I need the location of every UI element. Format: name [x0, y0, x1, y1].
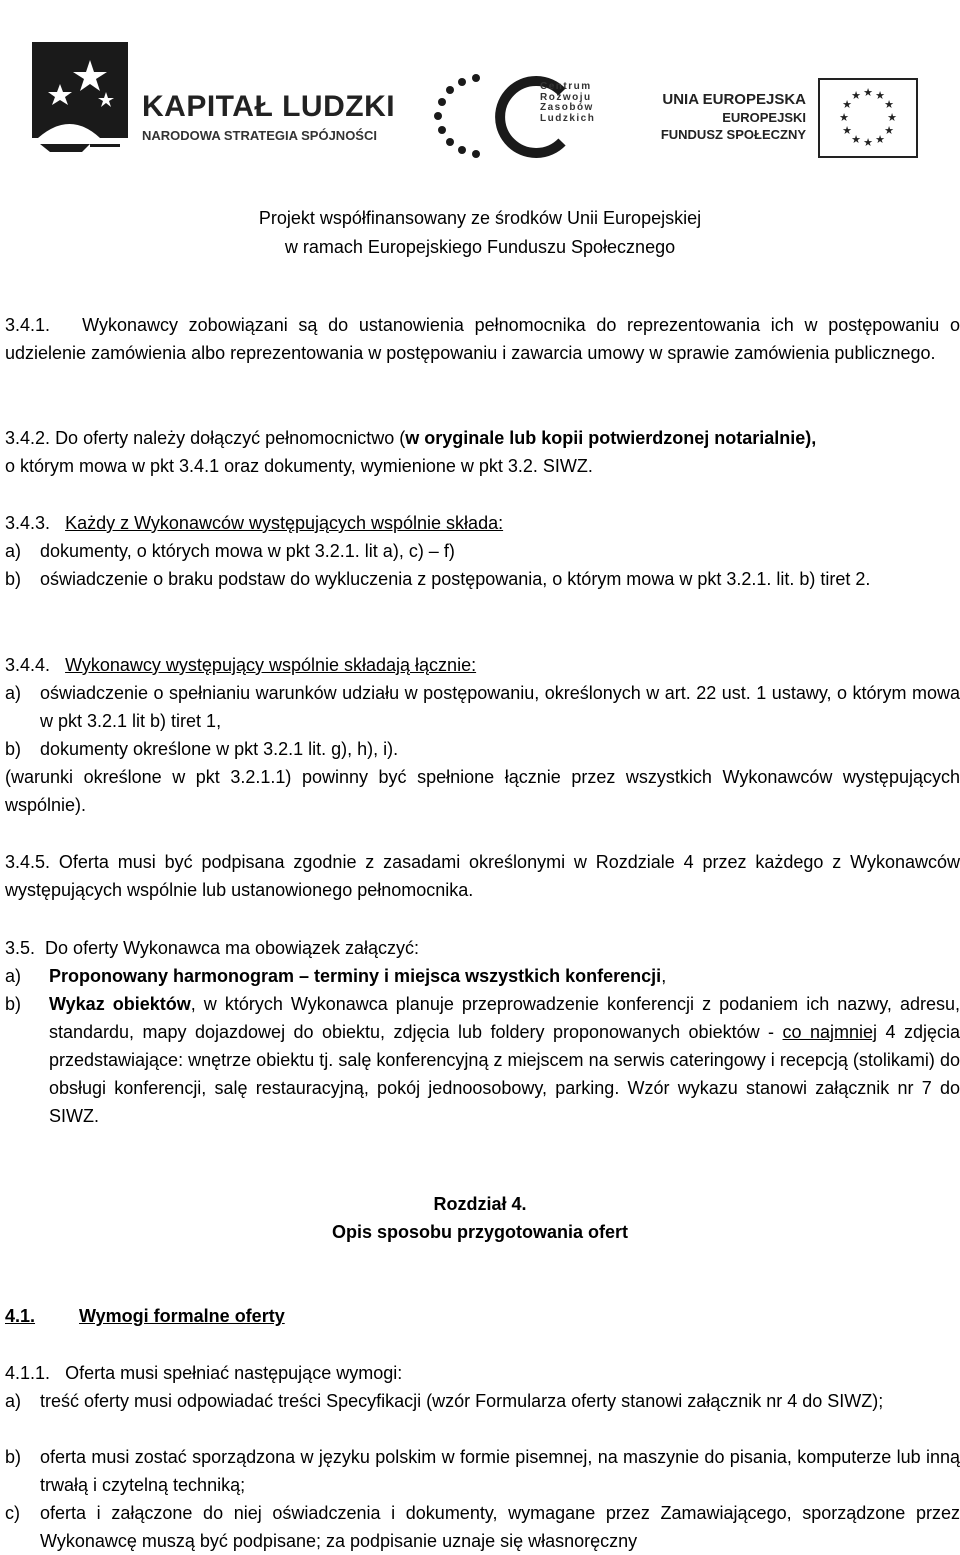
crzl-line4: Ludzkich	[540, 112, 596, 124]
list-item	[5, 735, 960, 763]
list-label: b)	[5, 739, 22, 759]
list-item	[5, 565, 960, 593]
svg-text:★: ★	[863, 86, 873, 99]
list-text: ,	[661, 966, 667, 986]
list-label: c)	[5, 1503, 20, 1523]
svg-text:★: ★	[884, 124, 894, 137]
eu-line3: FUNDUSZ SPOŁECZNY	[660, 127, 806, 142]
kapital-ludzki-subtitle: NARODOWA STRATEGIA SPÓJNOŚCI	[142, 128, 377, 143]
list-text: oświadczenie o spełnianiu warunków udziału w postępowaniu, określonych w art. 22 ust. 1 ustawy, o którym mowa w pkt 3.2.1 lit b) tiret 1,	[40, 683, 960, 731]
list-text: dokumenty, o których mowa w pkt 3.2.1. lit a), c) – f)	[40, 541, 455, 561]
section-number: 3.4.5.	[5, 852, 51, 872]
section-3-4-1	[5, 311, 960, 367]
svg-text:★: ★	[842, 124, 852, 137]
crzl-line2: Rozwoju	[540, 91, 592, 103]
section-3-4-2	[5, 424, 960, 480]
section-number: 3.4.1.	[5, 315, 51, 335]
list-text-bold: Proponowany harmonogram – terminy i miejsca wszystkich konferencji	[49, 966, 662, 986]
list-text: oferta musi zostać sporządzona w języku polskim w formie pisemnej, na maszynie do pisania, komputerze lub inną trwałą i czytelną techniką;	[40, 1447, 960, 1495]
section-number: 3.4.3.	[5, 513, 51, 533]
eu-text	[661, 90, 806, 143]
eu-flag-icon	[818, 78, 918, 158]
list-item	[5, 537, 960, 565]
list-item	[5, 1443, 960, 1499]
section-number: 4.1.1.	[5, 1363, 51, 1383]
list-item	[5, 990, 960, 1130]
crzl-line3: Zasobów	[540, 102, 594, 113]
section-text-bold: w oryginale lub kopii potwierdzonej notarialnie),	[405, 428, 817, 448]
chapter-subtitle: Opis sposobu przygotowania ofert	[331, 1222, 628, 1242]
section-3-4-3	[5, 509, 960, 537]
list-label: a)	[5, 966, 22, 986]
section-text: Oferta musi być podpisana zgodnie z zasadami określonymi w Rozdziale 4 przez każdego z Wykonawców występujących wspólnie lub ustanowionego pełnomocnika.	[5, 852, 960, 900]
kapital-ludzki-emblem-icon	[30, 40, 130, 158]
list-text: dokumenty określone w pkt 3.2.1 lit. g), h), i).	[40, 739, 399, 759]
list-text-underlined: co najmniej	[782, 1022, 878, 1042]
funding-line2: w ramach Europejskiego Funduszu Społecznego	[284, 237, 676, 257]
svg-text:★: ★	[884, 98, 894, 111]
list-item	[5, 1499, 960, 1555]
list-label: a)	[5, 683, 22, 703]
funding-note	[0, 204, 960, 262]
section-4-1-1	[5, 1359, 960, 1387]
section-number: 3.4.2.	[5, 428, 51, 448]
section-heading: Wykonawcy występujący wspólnie składają łącznie:	[65, 655, 477, 675]
kapital-ludzki-title: KAPITAŁ LUDZKI	[142, 90, 396, 123]
svg-text:★: ★	[839, 111, 849, 124]
list-text: oświadczenie o braku podstaw do wykluczenia z postępowania, o którym mowa w pkt 3.2.1. lit. b) tiret 2.	[40, 569, 871, 589]
list-item	[5, 1387, 960, 1415]
section-number: 3.4.4.	[5, 655, 51, 675]
kapital-ludzki-logo	[30, 40, 396, 160]
section-number: 3.5.	[5, 938, 36, 958]
svg-text:★: ★	[875, 133, 885, 146]
eu-logo	[648, 78, 918, 158]
svg-text:★: ★	[887, 111, 897, 124]
chapter-title: Rozdział 4.	[433, 1194, 527, 1214]
crzl-name	[540, 82, 595, 124]
eu-line2: EUROPEJSKI	[722, 110, 806, 125]
list-item	[5, 679, 960, 735]
document-header	[0, 0, 960, 257]
svg-text:★: ★	[863, 136, 873, 149]
svg-text:★: ★	[875, 89, 885, 102]
section-text: Wykonawcy zobowiązani są do ustanowienia pełnomocnika do reprezentowania ich w postępowaniu o udzielenie zamówienia albo reprezentowania w postępowaniu i zawarcia umowy w sprawie zamówienia publicznego.	[5, 315, 960, 363]
section-4-1	[5, 1302, 960, 1330]
svg-text:★: ★	[851, 89, 861, 102]
section-3-5	[5, 934, 960, 962]
list-label: b)	[5, 994, 22, 1014]
list-text: , w których Wykonawca planuje przeprowadzenie konferencji z podaniem ich nazwy, adresu, standardu, mapy dojazdowej do obiektu, zdjęcia lub foldery proponowanych obiektów -	[49, 994, 960, 1042]
section-heading: Do oferty Wykonawca ma obowiązek załączyć:	[45, 938, 420, 958]
list-item	[5, 962, 960, 990]
section-heading: Każdy z Wykonawców występujących wspólnie składa:	[65, 513, 504, 533]
list-label: b)	[5, 1447, 22, 1467]
section-heading: Oferta musi spełniać następujące wymogi:	[65, 1363, 403, 1383]
list-text-bold: Wykaz obiektów	[49, 994, 191, 1014]
funding-line1: Projekt współfinansowany ze środków Unii Europejskiej	[258, 208, 702, 228]
crzl-line1: Centrum	[540, 81, 592, 92]
list-text: treść oferty musi odpowiadać treści Specyfikacji (wzór Formularza oferty stanowi załącznik nr 4 do SIWZ);	[40, 1391, 884, 1411]
list-text-cont: 4 zdjęcia przedstawiające: wnętrze obiektu tj. salę konferencyjną z miejscem na serwis cateringowy i recepcją (stolikami) do obsługi konferencji, salę restauracyjną, pokój jednoosobowy, parking. Wzór wykazu stanowi załącznik nr 7 do SIWZ.	[49, 1022, 960, 1126]
list-label: a)	[5, 541, 22, 561]
list-label: b)	[5, 569, 22, 589]
section-heading: Wymogi formalne oferty	[79, 1306, 285, 1326]
svg-text:★: ★	[842, 98, 852, 111]
crzl-logo	[432, 68, 612, 168]
list-text: oferta i załączone do niej oświadczenia i dokumenty, wymagane przez Zamawiającego, sporządzone przez Wykonawcę muszą być podpisane; za podpisanie uznaje się własnoręczny	[40, 1503, 960, 1551]
section-number: 4.1.	[5, 1306, 36, 1326]
section-3-4-5	[5, 848, 960, 904]
section-3-4-4	[5, 651, 960, 679]
svg-text:★: ★	[851, 133, 861, 146]
section-text-cont: o którym mowa w pkt 3.4.1 oraz dokumenty, wymienione w pkt 3.2. SIWZ.	[5, 456, 593, 476]
eu-line1: UNIA EUROPEJSKA	[662, 91, 806, 108]
section-text: Do oferty należy dołączyć pełnomocnictwo (	[55, 428, 406, 448]
list-label: a)	[5, 1391, 22, 1411]
section-note: (warunki określone w pkt 3.2.1.1) powinny być spełnione łącznie przez wszystkich Wykonawców występujących wspólnie).	[5, 767, 960, 815]
